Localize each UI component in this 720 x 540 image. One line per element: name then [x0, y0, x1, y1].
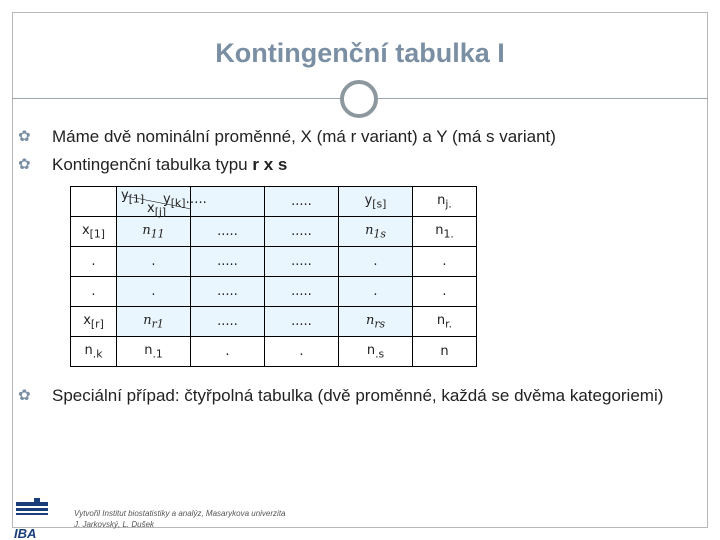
table-cell: .: [191, 337, 265, 367]
bullet-icon: ✿: [18, 387, 31, 404]
table-row: [71, 247, 477, 277]
bullet-icon: ✿: [18, 156, 31, 173]
table-cell: $n_{.1}$: [117, 337, 191, 367]
table-cell: $n_{.s}$: [339, 337, 413, 367]
bullet-variables: [18, 125, 708, 148]
bullet-text: Máme dvě nominální proměnné, X (má r variant) a Y (má s variant): [52, 127, 556, 146]
iba-logo-text: IBA: [14, 526, 37, 540]
bullet-table-type: [18, 153, 708, 176]
title-circle-ornament: [340, 80, 378, 118]
table-cell: .: [117, 247, 191, 277]
table-cell: $n_{rs}$: [339, 307, 413, 337]
footer-authors: J. Jarkovský, L. Dušek: [74, 520, 155, 529]
bullet-text: Kontingenční tabulka typu r x s: [52, 155, 288, 174]
bullet-text: Speciální případ: čtyřpolná tabulka (dvě proměnné, každá se dvěma kategoriemi): [52, 386, 664, 405]
table-cell: .: [117, 277, 191, 307]
table-cell: .....: [191, 217, 265, 247]
table-cell: .....: [191, 247, 265, 277]
bullet-icon: ✿: [18, 128, 31, 145]
table-cell: .....: [265, 247, 339, 277]
table-row: [71, 217, 477, 247]
table-corner-empty: [71, 187, 117, 217]
table-cell: $n_{1s}$: [339, 217, 413, 247]
corner-yk-label: $y_{[k]}\dots$..: [163, 192, 207, 210]
table-row: [71, 337, 477, 367]
row-label-x1: $x_{[1]}$: [71, 217, 117, 247]
table-cell: .....: [191, 307, 265, 337]
table-cell: .: [339, 277, 413, 307]
table-cell: .: [413, 247, 477, 277]
table-row: [71, 307, 477, 337]
table-header-cell: $y_{[s]}$: [339, 187, 413, 217]
table-cell: $n_{r1}$: [117, 307, 191, 337]
slide-title: Kontingenční tabulka I: [215, 38, 505, 68]
table-cell: .: [339, 247, 413, 277]
table-cell: $n_{11}$: [117, 217, 191, 247]
table-cell: n: [413, 337, 477, 367]
row-label-dot: .: [71, 277, 117, 307]
slide-footer: [74, 508, 286, 530]
corner-xj-label: $x_{[j]}$: [147, 201, 167, 219]
table-row: [71, 277, 477, 307]
table-cell: .: [265, 337, 339, 367]
row-label-dot: .: [71, 247, 117, 277]
title-rule-right: [378, 98, 708, 99]
table-header-cell: .....: [265, 187, 339, 217]
title-rule-left: [12, 98, 342, 99]
row-label-xr: $x_{[r]}$: [71, 307, 117, 337]
contingency-table: [70, 186, 477, 367]
row-label-totals: $n_{.k}$: [71, 337, 117, 367]
table-cell: .....: [265, 217, 339, 247]
table-cell: $n_{r.}$: [413, 307, 477, 337]
table-header-row: [71, 187, 477, 217]
table-cell: .: [413, 277, 477, 307]
table-corner-cell: [117, 187, 207, 219]
table-cell: .....: [265, 277, 339, 307]
bullet-special-case: [18, 384, 668, 407]
table-cell: .....: [265, 307, 339, 337]
corner-y1-label: $y_{[1]}$: [121, 188, 145, 206]
table-cell: .....: [191, 277, 265, 307]
table-header-cell: $n_{j.}$: [413, 187, 477, 217]
footer-institute: Vytvořil Institut biostatistiky a analýz, Masarykova univerzita: [74, 509, 286, 518]
table-cell: $n_{1.}$: [413, 217, 477, 247]
